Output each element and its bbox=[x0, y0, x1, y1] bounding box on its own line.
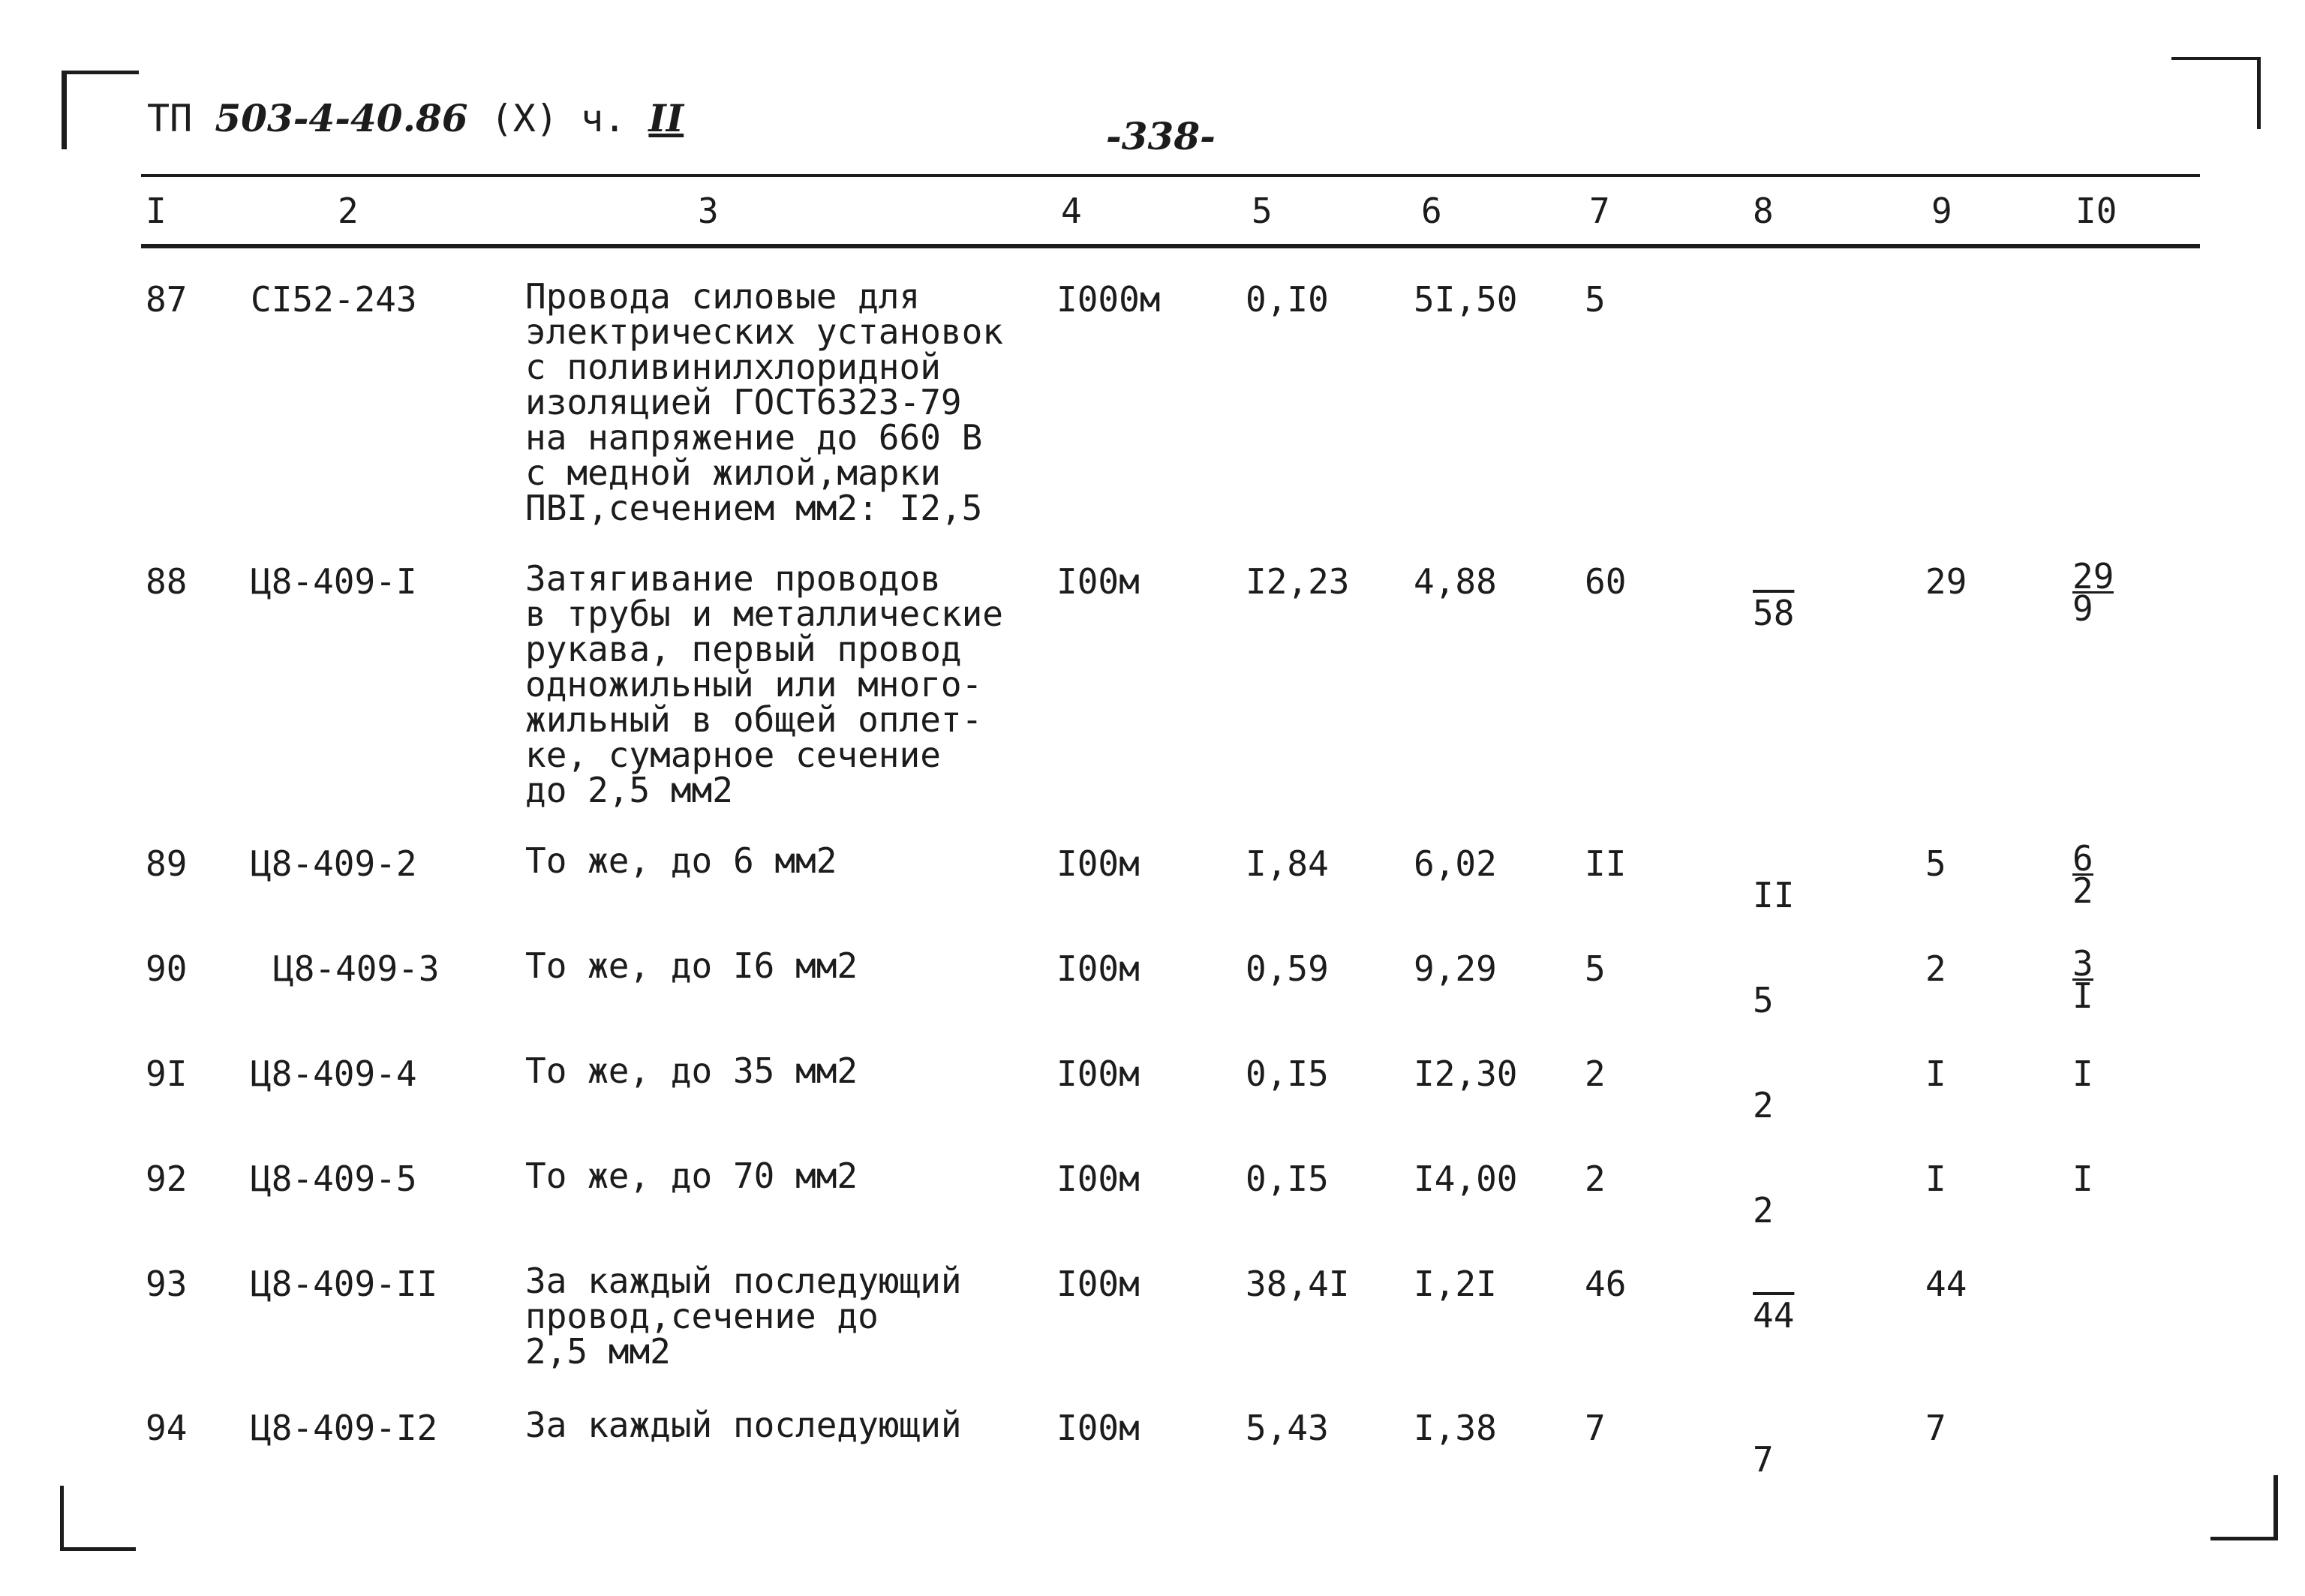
row-col8: II bbox=[1753, 875, 1795, 915]
column-header-3: 3 bbox=[698, 191, 719, 231]
row-unit: I00м bbox=[1056, 1408, 1140, 1448]
column-header-8: 8 bbox=[1753, 191, 1774, 231]
row-col8: 44 bbox=[1753, 1295, 1795, 1336]
row-unit: I00м bbox=[1056, 948, 1140, 989]
fraction-numerator: 29 bbox=[2072, 556, 2114, 597]
row-number: 89 bbox=[146, 843, 188, 884]
row-col6: I4,00 bbox=[1414, 1159, 1518, 1199]
row-col9: 5 bbox=[1925, 843, 1946, 884]
row-col9: 44 bbox=[1925, 1264, 1967, 1304]
row-number: 88 bbox=[146, 561, 188, 602]
row-col7: 5 bbox=[1585, 279, 1606, 320]
row-description: Провода силовые для электрических установок с поливинилхлоридной изоляцией ГОСТ6323-79 на напряжение до 660 В с медной жилой,марки ПВI,сечением мм2: I2,5 bbox=[525, 276, 1003, 528]
row-number: 94 bbox=[146, 1408, 188, 1448]
table-header-rule bbox=[141, 244, 2200, 248]
row-col8: 2 bbox=[1753, 1190, 1774, 1231]
column-header-6: 6 bbox=[1421, 191, 1442, 231]
row-description: За каждый последующий провод,сечение до 2,5 мм2 bbox=[525, 1261, 962, 1372]
row-number: 9I bbox=[146, 1053, 188, 1094]
row-col5: 0,I5 bbox=[1246, 1159, 1329, 1199]
document-code-number: 503-4-40.86 bbox=[215, 96, 468, 140]
row-col6: I2,30 bbox=[1414, 1053, 1518, 1094]
row-code: Ц8-409-3 bbox=[273, 948, 440, 989]
column-header-7: 7 bbox=[1589, 191, 1610, 231]
frame-corner-bottom-left bbox=[60, 1486, 136, 1551]
column-header-5: 5 bbox=[1252, 191, 1273, 231]
row-number: 92 bbox=[146, 1159, 188, 1199]
row-col7: 2 bbox=[1585, 1159, 1606, 1199]
row-col5: 0,I0 bbox=[1246, 279, 1329, 320]
row-col8: 7 bbox=[1753, 1439, 1774, 1480]
row-col8: 5 bbox=[1753, 980, 1774, 1020]
row-code: Ц8-409-5 bbox=[251, 1159, 417, 1199]
row-unit: I000м bbox=[1056, 279, 1161, 320]
row-col9: I bbox=[1925, 1159, 1946, 1199]
row-col6: 9,29 bbox=[1414, 948, 1497, 989]
row-col6: I,38 bbox=[1414, 1408, 1497, 1448]
row-unit: I00м bbox=[1056, 1264, 1140, 1304]
row-unit: I00м bbox=[1056, 843, 1140, 884]
row-col5: 0,59 bbox=[1246, 948, 1329, 989]
row-description: То же, до I6 мм2 bbox=[525, 945, 858, 986]
row-code: Ц8-409-I bbox=[251, 561, 417, 602]
row-description: То же, до 35 мм2 bbox=[525, 1050, 858, 1091]
fraction-denominator: 9 bbox=[2072, 588, 2093, 629]
document-code-part: II bbox=[648, 96, 684, 140]
row-description: За каждый последующий bbox=[525, 1405, 962, 1445]
document-code-suffix: (X) ч. bbox=[490, 97, 627, 140]
row-col8: 58 bbox=[1753, 593, 1795, 633]
row-col8: 2 bbox=[1753, 1085, 1774, 1126]
row-col10: I bbox=[2072, 1053, 2093, 1094]
row-description: То же, до 6 мм2 bbox=[525, 840, 837, 881]
row-code: Ц8-409-II bbox=[251, 1264, 438, 1304]
column-header-2: 2 bbox=[338, 191, 359, 231]
row-code: CI52-243 bbox=[251, 279, 417, 320]
row-number: 93 bbox=[146, 1264, 188, 1304]
column-header-9: 9 bbox=[1931, 191, 1952, 231]
row-col7: 7 bbox=[1585, 1408, 1606, 1448]
page-number: -338- bbox=[1106, 114, 1216, 158]
frame-corner-bottom-right bbox=[2210, 1475, 2278, 1540]
row-unit: I00м bbox=[1056, 1053, 1140, 1094]
row-description: Затягивание проводов в трубы и металлические рукава, первый провод одножильный или много- жильный в общей оплет- ке, сумарное сечение до 2,5 мм2 bbox=[525, 558, 1003, 810]
row-number: 90 bbox=[146, 948, 188, 989]
frame-corner-top-right bbox=[2171, 57, 2261, 129]
row-code: Ц8-409-I2 bbox=[251, 1408, 438, 1448]
row-col6: 5I,50 bbox=[1414, 279, 1518, 320]
row-col5: I2,23 bbox=[1246, 561, 1350, 602]
row-col6: I,2I bbox=[1414, 1264, 1497, 1304]
row-code: Ц8-409-4 bbox=[251, 1053, 417, 1094]
row-col5: 5,43 bbox=[1246, 1408, 1329, 1448]
row-description: То же, до 70 мм2 bbox=[525, 1156, 858, 1196]
row-col5: 38,4I bbox=[1246, 1264, 1350, 1304]
row-col7: 5 bbox=[1585, 948, 1606, 989]
fraction-denominator: I bbox=[2072, 975, 2093, 1016]
row-col7: II bbox=[1585, 843, 1627, 884]
fraction-numerator: 6 bbox=[2072, 838, 2093, 879]
document-code bbox=[147, 96, 684, 140]
row-col7: 2 bbox=[1585, 1053, 1606, 1094]
row-col5: I,84 bbox=[1246, 843, 1329, 884]
fraction-denominator: 2 bbox=[2072, 870, 2093, 911]
row-unit: I00м bbox=[1056, 561, 1140, 602]
table-top-rule bbox=[141, 174, 2200, 177]
row-code: Ц8-409-2 bbox=[251, 843, 417, 884]
row-col5: 0,I5 bbox=[1246, 1053, 1329, 1094]
row-col10 bbox=[2072, 838, 2093, 911]
row-col10: I bbox=[2072, 1159, 2093, 1199]
row-col9: 2 bbox=[1925, 948, 1946, 989]
column-header-4: 4 bbox=[1061, 191, 1082, 231]
row-number: 87 bbox=[146, 279, 188, 320]
row-col10 bbox=[2072, 943, 2093, 1016]
row-col6: 6,02 bbox=[1414, 843, 1497, 884]
row-col7: 60 bbox=[1585, 561, 1627, 602]
fraction-numerator: 3 bbox=[2072, 943, 2093, 984]
column-header-1: I bbox=[146, 191, 167, 231]
document-code-prefix: ТП bbox=[147, 97, 193, 140]
row-col9: I bbox=[1925, 1053, 1946, 1094]
row-col10 bbox=[2072, 556, 2114, 629]
row-col9: 29 bbox=[1925, 561, 1967, 602]
row-col7: 46 bbox=[1585, 1264, 1627, 1304]
column-header-10: I0 bbox=[2075, 191, 2117, 231]
frame-corner-top-left bbox=[62, 71, 139, 149]
row-unit: I00м bbox=[1056, 1159, 1140, 1199]
row-col6: 4,88 bbox=[1414, 561, 1497, 602]
row-col9: 7 bbox=[1925, 1408, 1946, 1448]
